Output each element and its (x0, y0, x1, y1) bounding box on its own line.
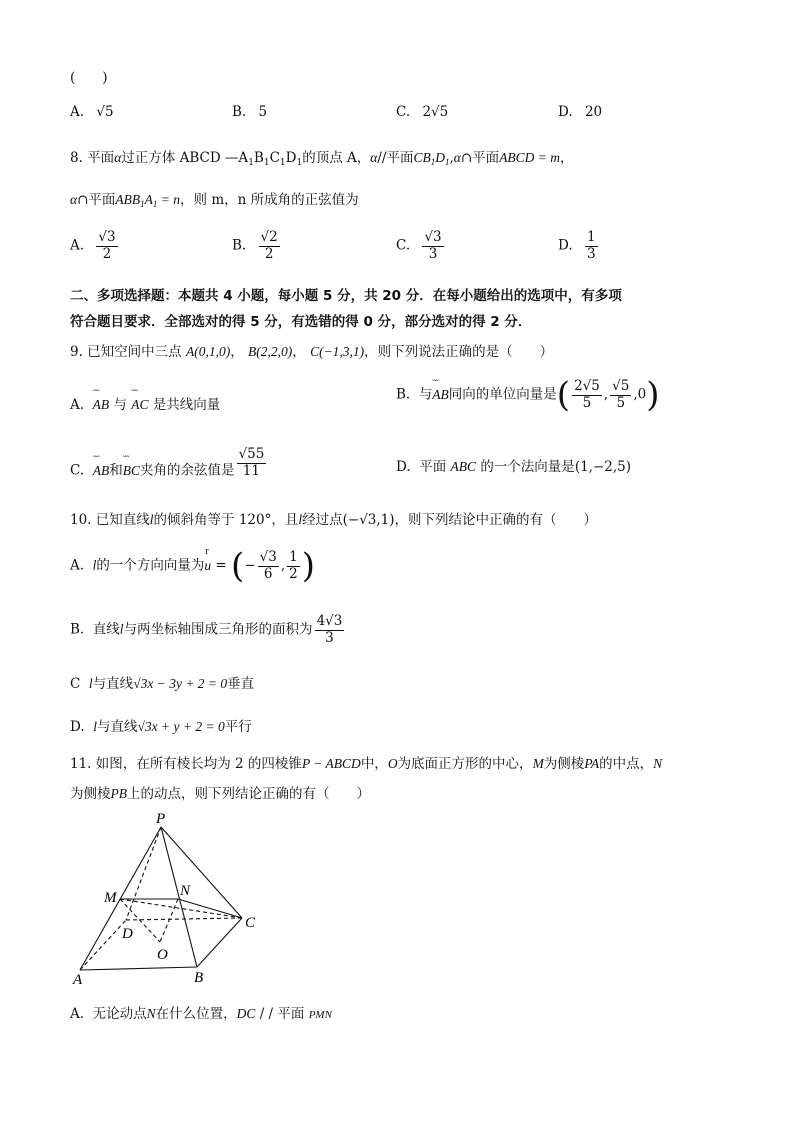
edge-ab (80, 967, 197, 970)
sqrt-5: √5 (96, 104, 114, 120)
q10-option-b: B. 直线l与两坐标轴围成三角形的面积为 $\frac{4√3}{3}$ (70, 613, 343, 646)
q7-option-a (70, 104, 114, 120)
label-n: N (180, 883, 191, 899)
label-d: D (122, 926, 133, 942)
point-b: B(2,2,0) (248, 344, 293, 359)
q11-stem-line2 (70, 782, 370, 802)
section-heading-line1: 二、多项选择题：本题共 4 小题，每小题 5 分，共 20 分．在每小题给出的选项中，有多项 (70, 288, 622, 304)
stem-text: 的顶点 A， (302, 150, 371, 166)
option-text: 与两坐标轴围成三角形的面积为 (123, 621, 313, 638)
q8-option-d (558, 230, 600, 262)
option-text: 夹角的余弦值是 (140, 462, 235, 479)
normal-vector: (1,−2,5) (574, 459, 632, 475)
option-label: A. (70, 1006, 85, 1022)
q11-option-a: A. 无论动点N在什么位置，DC / / 平面 PMN (70, 1006, 332, 1022)
stem-text: 10. 已知直线 (70, 512, 150, 528)
equation: √3x − 3y + 2 = 0 (133, 676, 228, 691)
stem-text: ，则 m，n 所成角的正弦值为 (180, 192, 359, 208)
edge-pb: PB (110, 786, 127, 801)
option-label: A. (70, 104, 85, 120)
stem-text: //平面 (377, 150, 414, 166)
q8-option-c (396, 230, 446, 262)
option-label: B. (232, 237, 247, 254)
option-value: 5 (258, 104, 268, 120)
q9-option-b: B. 与˘˘˘ AB同向的单位向量是( $\frac{2√5}{5}$ , $\frac{√5}{5}$ ,0) (396, 378, 660, 412)
stem-text: ，则下列说法正确的是（ ） (364, 344, 554, 360)
q10-option-c: C l与直线√3x − 3y + 2 = 0垂直 (70, 676, 255, 692)
option-text: 平面 (419, 459, 447, 475)
option-text: 与 (113, 397, 127, 413)
label-o: O (157, 947, 168, 963)
option-text: 与直线 (92, 676, 134, 692)
option-text: 在什么位置， (155, 1006, 237, 1022)
question-number: 8. (70, 150, 83, 166)
point-n: N (653, 756, 663, 771)
label-p: P (156, 811, 166, 827)
fraction: $\frac{√2}{2}$ (260, 229, 278, 262)
option-text: 是共线向量 (152, 397, 221, 413)
stem-text: 过正方体 ABCD —A (121, 150, 249, 166)
edge-pa: PA (584, 756, 600, 771)
q7-option-d (558, 104, 602, 120)
option-text: 和 (109, 462, 123, 479)
option-text: 与直线 (96, 719, 138, 735)
pyramid-figure (60, 810, 290, 990)
q10-option-d: D. l与直线√3x + y + 2 = 0平行 (70, 719, 252, 735)
plane-pmn: PMN (308, 1009, 332, 1021)
option-value: 2√5 (422, 104, 449, 120)
option-value: 20 (584, 104, 603, 120)
stem-text: 的中点， (599, 756, 654, 772)
option-text: 直线 (92, 621, 120, 638)
q9-option-d: D. 平面 ABC 的一个法向量是(1,−2,5) (396, 459, 632, 475)
q11-stem-line1 (70, 752, 662, 772)
point-o: O (387, 756, 398, 771)
stem-text: 经过点 (302, 512, 343, 528)
stem-text: 为底面正方形的中心， (397, 756, 533, 772)
label-c: C (245, 915, 256, 931)
option-text: 垂直 (227, 676, 255, 692)
segment-nc (178, 899, 242, 918)
plane-name: ABC (450, 459, 477, 474)
point-m: M (532, 756, 544, 771)
q10-option-a: A. l的一个方向向量为u r = (− $\frac{√3}{6}$ , $\frac{1}{2}$ ) (70, 545, 315, 586)
stem-text: 的倾斜角等于 120°，且 (153, 512, 299, 528)
option-label: D. (558, 237, 573, 254)
point-c: C(−1,3,1) (310, 344, 365, 359)
section-heading-line2: 符合题目要求．全部选对的得 5 分，有选错的得 0 分，部分选对的得 2 分． (70, 314, 532, 330)
q10-stem: 10. 已知直线l的倾斜角等于 120°，且l经过点(−√3,1)，则下列结论中正确的有（ ） (70, 512, 598, 528)
label-b: B (194, 970, 204, 986)
stem-text: ∩平面 (460, 150, 500, 166)
q9-stem: 9. 已知空间中三点 A(0,1,0)， B(2,2,0)， C(−1,3,1)，则下列说法正确的是（ ） (70, 344, 554, 360)
q9-option-c: C. ˘˘˘ AB和˘˘˘ BC夹角的余弦值是 $\frac{√55}{11}$ (70, 455, 268, 487)
option-label: C. (396, 104, 411, 120)
q8-option-b (232, 230, 282, 262)
edge-dc-text: DC (236, 1006, 256, 1021)
edge-ad (80, 920, 126, 970)
stem-text: 中， (360, 756, 388, 772)
edge-pd (126, 827, 161, 920)
stem-text: 11. 如图，在所有棱长均为 2 的四棱锥 (70, 756, 302, 772)
stem-text: 平面 (87, 150, 115, 166)
q7-option-c (396, 104, 448, 120)
edge-bc (197, 918, 242, 967)
stem-text: ，则下列结论中正确的有（ ） (394, 512, 598, 528)
q9-option-a: A. ˘˘˘ AB 与 ˘˘˘ AC 是共线向量 (70, 393, 220, 413)
alpha-symbol: α (114, 150, 122, 165)
point-a: A(0,1,0) (185, 344, 231, 359)
option-text: 的一个法向量是 (480, 459, 575, 475)
equation: √3x + y + 2 = 0 (137, 719, 225, 734)
equation: ABCD = m (499, 150, 561, 165)
q8-stem-line1: 8. 平面α过正方体 ABCD $—A_1B_1C_1D_1$的顶点 A，α//平面$CB_1D_1,\alpha\cap$平面ABCD = m， (70, 150, 574, 168)
option-text: 的一个方向向量为 (96, 557, 205, 574)
q7-stem-tail: ( ) (70, 70, 108, 86)
stem-text: 上的动点，则下列结论正确的有（ ） (127, 786, 370, 802)
alpha-symbol-2: α (370, 150, 378, 165)
fraction: $\frac{√3}{3}$ (424, 229, 442, 262)
option-text: 无论动点 (92, 1006, 147, 1022)
q8-option-a (70, 230, 120, 262)
label-m: M (104, 890, 117, 906)
option-text: / / 平面 (259, 1006, 305, 1022)
fraction: $\frac{√3}{2}$ (98, 229, 116, 262)
option-label: A. (70, 237, 85, 254)
point: (−√3,1) (342, 512, 395, 528)
q8-stem-line2: α∩平面$ABB_1A_1 = n$，则 m，n 所成角的正弦值为 (70, 192, 359, 209)
segment-mc (120, 899, 242, 918)
option-text: 平行 (224, 719, 252, 735)
pyramid-name: P − ABCD (301, 756, 361, 771)
label-a: A (73, 972, 83, 988)
stem-text: 为侧棱 (70, 786, 111, 802)
option-text: 同向的单位向量是 (448, 386, 557, 403)
option-label: B. (232, 104, 247, 120)
option-label: D. (558, 104, 573, 120)
stem-text: 9. 已知空间中三点 (70, 344, 182, 360)
stem-text: 为侧棱 (543, 756, 585, 772)
q7-option-b (232, 104, 267, 120)
option-text: 与 (418, 386, 433, 403)
fraction: $\frac{1}{3}$ (586, 229, 596, 262)
option-label: C. (396, 237, 411, 254)
